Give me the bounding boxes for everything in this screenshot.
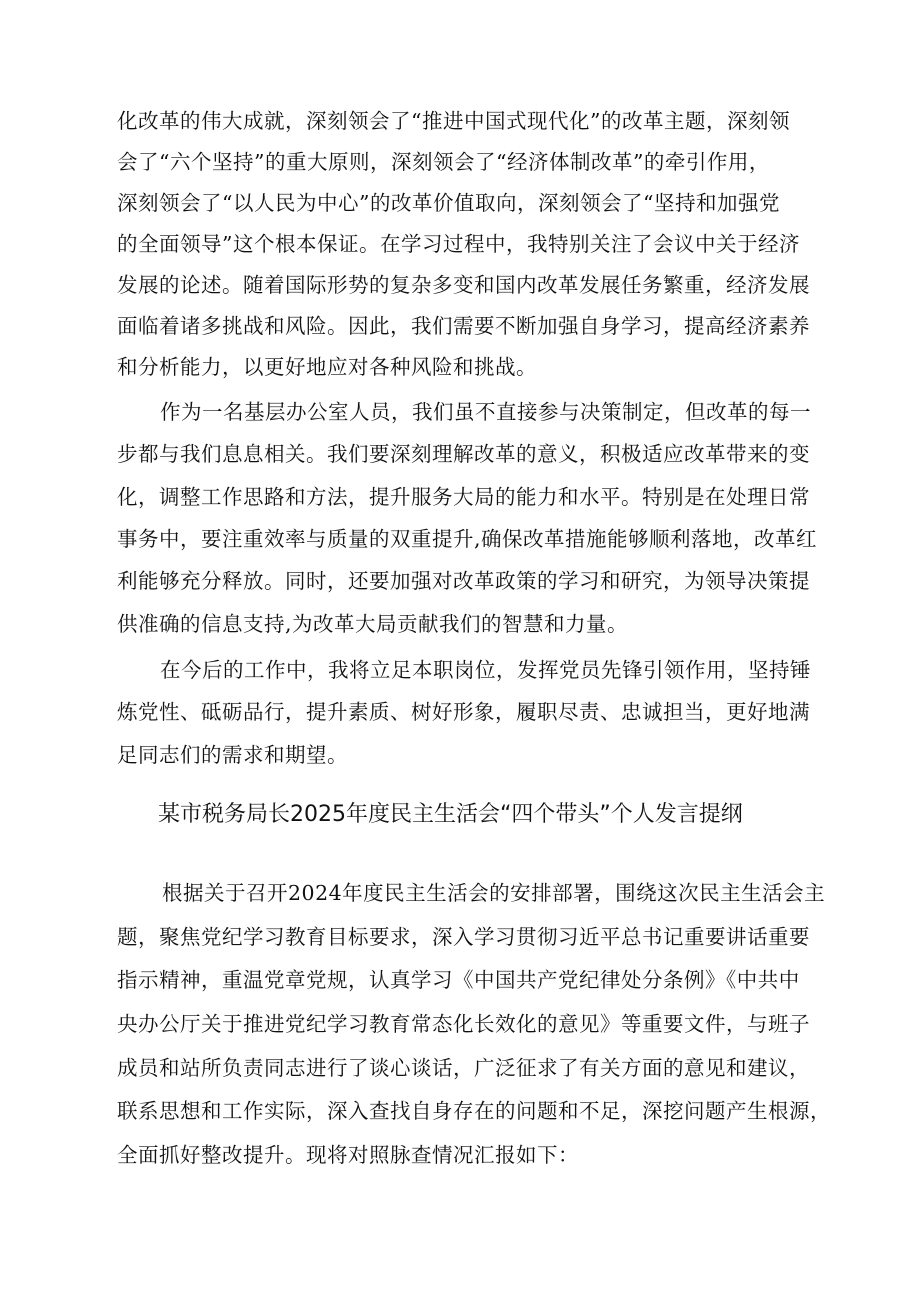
- paragraph-line: 化改革的伟大成就，深刻领会了“推进中国式现代化”的改革主题，深刻领: [117, 109, 790, 133]
- paragraph-line: 发展的论述。随着国际形势的复杂多变和国内改革发展任务繁重，经济发展: [117, 273, 810, 297]
- paragraph-line: 深刻领会了“以人民为中心”的改革价值取向，深刻领会了“坚持和加强党: [117, 191, 780, 215]
- paragraph-line: 全面抓好整改提升。现将对照脉查情况汇报如下：: [117, 1143, 579, 1167]
- paragraph-line: 央办公厅关于推进党纪学习教育常态化长效化的意见》等重要文件，与班子: [117, 1012, 810, 1036]
- paragraph-line: 根据关于召开2024年度民主生活会的安排部署，围绕这次民主生活会主: [162, 881, 826, 905]
- paragraph-line: 联系思想和工作实际，深入查找自身存在的问题和不足，深挖问题产生根源，: [117, 1099, 831, 1123]
- paragraph-line: 成员和站所负责同志进行了谈心谈话，广泛征求了有关方面的意见和建议，: [117, 1056, 810, 1080]
- paragraph-line: 题，聚焦党纪学习教育目标要求，深入学习贯彻习近平总书记重要讲话重要: [117, 925, 810, 949]
- paragraph-line: 化，调整工作思路和方法，提升服务大局的能力和水平。特别是在处理日常: [117, 485, 810, 509]
- paragraph-line: 步都与我们息息相关。我们要深刻理解改革的意义，积极适应改革带来的变: [117, 442, 810, 466]
- paragraph-line: 会了“六个坚持”的重大原则，深刻领会了“经济体制改革”的牵引作用，: [117, 150, 770, 174]
- paragraph-line: 事务中，要注重效率与质量的双重提升,确保改革措施能够顺利落地，改革红: [117, 527, 818, 551]
- paragraph-line: 的全面领导”这个根本保证。在学习过程中，我特别关注了会议中关于经济: [117, 232, 800, 256]
- paragraph-line: 在今后的工作中，我将立足本职岗位，发挥党员先锋引领作用，坚持锤: [160, 658, 811, 682]
- paragraph-line: 供准确的信息支持,为改革大局贡献我们的智慧和力量。: [117, 612, 629, 636]
- paragraph-line: 炼党性、砥砺品行，提升素质、树好形象，履职尽责、忠诚担当，更好地满: [117, 700, 810, 724]
- paragraph-line: 足同志们的需求和期望。: [117, 743, 348, 767]
- paragraph-line: 利能够充分释放。同时，还要加强对改革政策的学习和研究，为领导决策提: [117, 569, 810, 593]
- paragraph-line: 作为一名基层办公室人员，我们虽不直接参与决策制定，但改革的每一: [160, 400, 811, 424]
- paragraph-line: 面临着诸多挑战和风险。因此，我们需要不断加强自身学习，提高经济素养: [117, 314, 810, 338]
- document-heading: 某市税务局长2025年度民主生活会“四个带头”个人发言提纲: [158, 802, 743, 827]
- paragraph-line: 指示精神，重温党章党规，认真学习《中国共产党纪律处分条例》《中共中: [117, 968, 800, 992]
- paragraph-line: 和分析能力，以更好地应对各种风险和挑战。: [117, 355, 537, 379]
